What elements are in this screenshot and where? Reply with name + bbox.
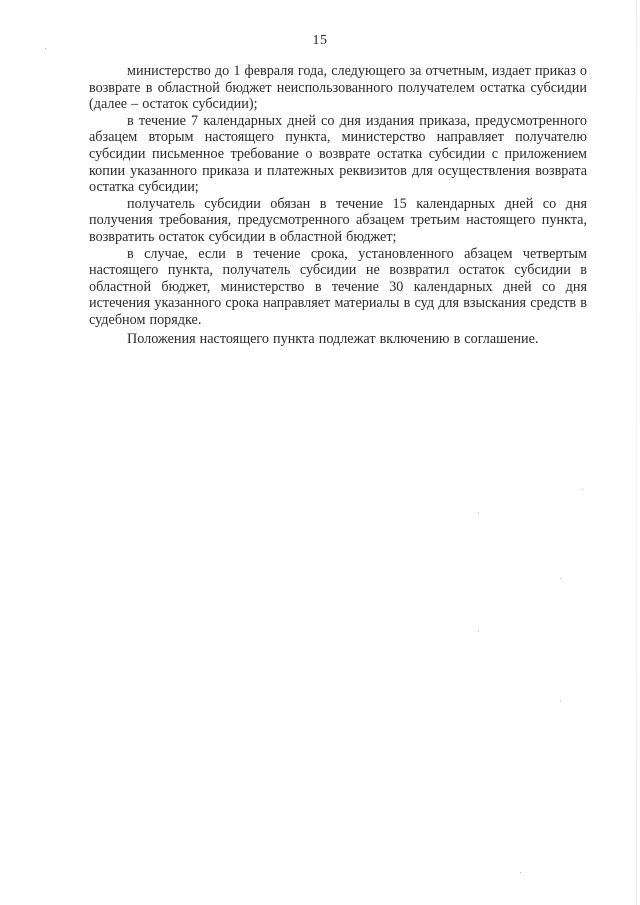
page-number: 15 [312, 33, 328, 48]
scan-speck [582, 489, 583, 490]
scan-speck [520, 872, 521, 873]
scan-speck [478, 512, 479, 513]
scan-speck [45, 48, 46, 49]
scan-speck [560, 700, 561, 701]
scan-edge-line [636, 0, 637, 905]
paragraph-4: в случае, если в течение срока, установленного абзацем четвертым настоящего пункта, получатель субсидии не возвратил остаток субсидии в областной бюджет, министерство в течение 30 календарных дней со дня истечения указанного срока направляет материалы в суд для взыскания средств в судебном порядке. [89, 245, 587, 328]
scan-speck [560, 578, 561, 579]
paragraph-1: министерство до 1 февраля года, следующего за отчетным, издает приказ о возврате в областной бюджет неиспользованного получателем остатка субсидии (далее – остаток субсидии); [89, 63, 587, 113]
paragraph-3: получатель субсидии обязан в течение 15 календарных дней со дня получения требования, предусмотренного абзацем третьим настоящего пункта, возвратить остаток субсидии в областной бюджет; [89, 195, 587, 245]
paragraph-2: в течение 7 календарных дней со дня издания приказа, предусмотренного абзацем вторым настоящего пункта, министерство направляет получателю субсидии письменное требование о возврате остатка субсидии с приложением копии указанного приказа и платежных реквизитов для осуществления возврата остатка субсидии; [89, 112, 587, 196]
document-body [89, 63, 587, 347]
paragraph-5: Положения настоящего пункта подлежат включению в соглашение. [127, 330, 539, 347]
scan-speck [478, 631, 479, 632]
